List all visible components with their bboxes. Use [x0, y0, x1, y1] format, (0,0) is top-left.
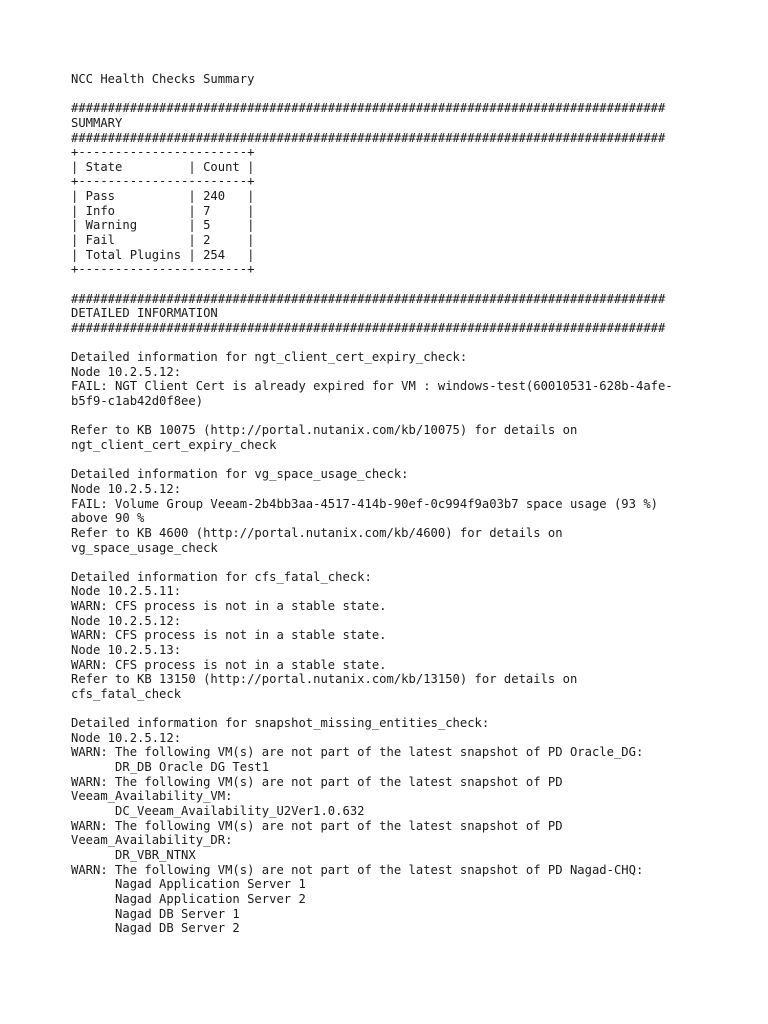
document-line: SUMMARY	[71, 115, 123, 130]
document-line: Node 10.2.5.12:	[71, 481, 182, 496]
document-line: Node 10.2.5.12:	[71, 613, 182, 628]
document-line: WARN: The following VM(s) are not part of the latest snapshot of PD	[71, 818, 563, 833]
document-line: WARN: The following VM(s) are not part of the latest snapshot of PD Oracle_DG:	[71, 745, 644, 760]
document-line: Node 10.2.5.12:	[71, 730, 182, 745]
document-line: WARN: CFS process is not in a stable state.	[71, 628, 387, 643]
document-line: Detailed information for vg_space_usage_check:	[71, 467, 409, 482]
document-line: +-----------------------+	[71, 174, 255, 189]
document-line: FAIL: NGT Client Cert is already expired for VM : windows-test(60010531-628b-4afe-	[71, 379, 673, 394]
document-line: Veeam_Availability_VM:	[71, 789, 233, 804]
document-line	[71, 702, 751, 717]
document-line: Nagad Application Server 2	[71, 891, 306, 906]
document-line: | State | Count |	[71, 159, 255, 174]
document-page	[71, 72, 751, 936]
document-line: #################################################################################	[71, 130, 666, 145]
document-line: DC_Veeam_Availability_U2Ver1.0.632	[71, 804, 365, 819]
document-line: vg_space_usage_check	[71, 540, 218, 555]
document-line: Refer to KB 4600 (http://portal.nutanix.com/kb/4600) for details on	[71, 525, 563, 540]
document-line: Node 10.2.5.12:	[71, 364, 182, 379]
document-line: #################################################################################	[71, 101, 666, 116]
document-line: DR_VBR_NTNX	[71, 847, 196, 862]
document-line	[71, 336, 751, 351]
document-line: | Info | 7 |	[71, 203, 255, 218]
document-line: Refer to KB 10075 (http://portal.nutanix.com/kb/10075) for details on	[71, 423, 578, 438]
document-line: Veeam_Availability_DR:	[71, 833, 233, 848]
document-line	[71, 409, 751, 424]
document-line: WARN: The following VM(s) are not part of the latest snapshot of PD Nagad-CHQ:	[71, 862, 644, 877]
document-line: | Pass | 240 |	[71, 189, 255, 204]
document-line: | Warning | 5 |	[71, 218, 255, 233]
document-line: b5f9-c1ab42d0f8ee)	[71, 394, 204, 409]
document-line: Nagad Application Server 1	[71, 877, 306, 892]
document-line: above 90 %	[71, 511, 145, 526]
document-line: #################################################################################	[71, 291, 666, 306]
document-line: WARN: CFS process is not in a stable state.	[71, 599, 387, 614]
document-line: Detailed information for ngt_client_cert_expiry_check:	[71, 350, 468, 365]
document-line: WARN: The following VM(s) are not part of the latest snapshot of PD	[71, 774, 563, 789]
document-line	[71, 453, 751, 468]
document-line: Refer to KB 13150 (http://portal.nutanix.com/kb/13150) for details on	[71, 672, 578, 687]
document-line	[71, 87, 751, 102]
document-line: | Total Plugins | 254 |	[71, 247, 255, 262]
document-line: cfs_fatal_check	[71, 686, 182, 701]
document-line: ngt_client_cert_expiry_check	[71, 438, 277, 453]
document-line	[71, 555, 751, 570]
document-line: Nagad DB Server 1	[71, 906, 240, 921]
document-line: Detailed information for snapshot_missing_entities_check:	[71, 716, 490, 731]
document-line: Detailed information for cfs_fatal_check:	[71, 569, 372, 584]
document-line: WARN: CFS process is not in a stable state.	[71, 657, 387, 672]
document-line: | Fail | 2 |	[71, 233, 255, 248]
document-line: DETAILED INFORMATION	[71, 306, 218, 321]
document-line	[71, 277, 751, 292]
document-line: Nagad DB Server 2	[71, 921, 240, 936]
document-line: +-----------------------+	[71, 262, 255, 277]
document-line: Node 10.2.5.13:	[71, 642, 182, 657]
document-line: Node 10.2.5.11:	[71, 584, 182, 599]
document-line: #################################################################################	[71, 320, 666, 335]
document-line: +-----------------------+	[71, 145, 255, 160]
document-title: NCC Health Checks Summary	[71, 72, 255, 86]
document-line: FAIL: Volume Group Veeam-2b4bb3aa-4517-414b-90ef-0c994f9a03b7 space usage (93 %)	[71, 496, 658, 511]
document-line: DR_DB Oracle DG Test1	[71, 760, 270, 775]
